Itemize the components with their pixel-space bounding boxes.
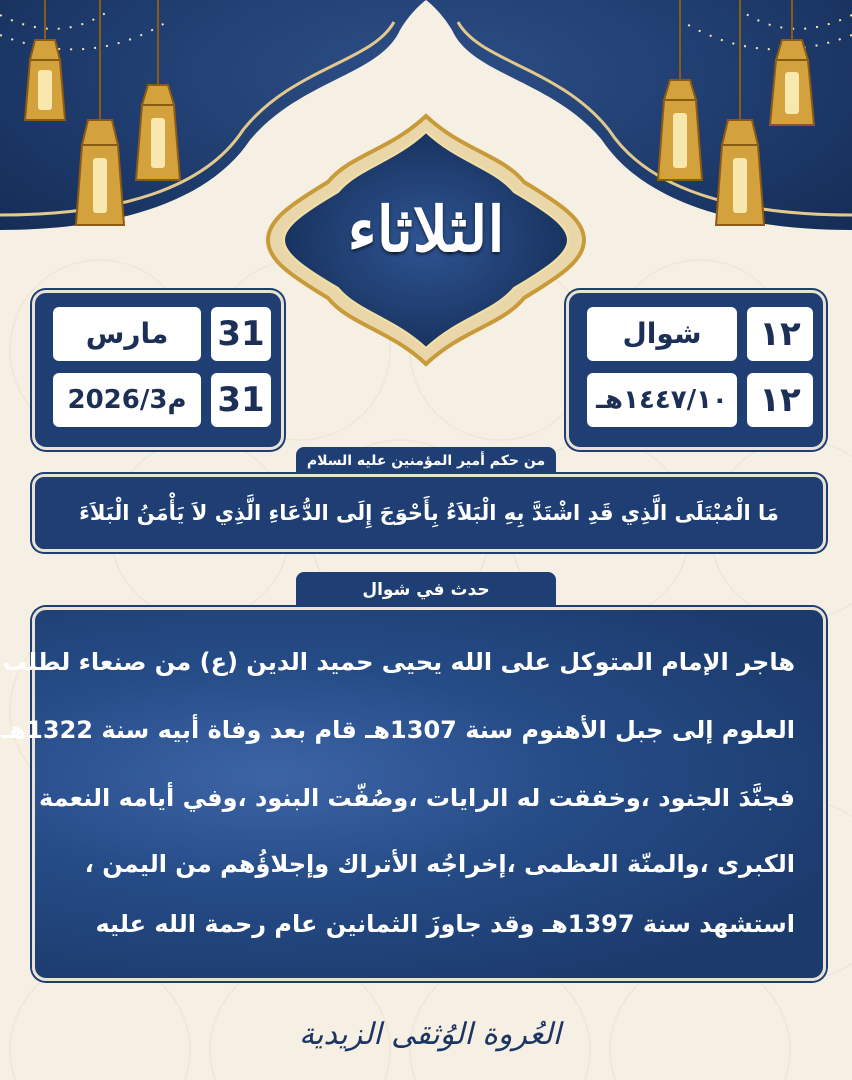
gregorian-month: مارس xyxy=(53,307,201,361)
hijri-month: شوال xyxy=(587,307,737,361)
event-label: حدث في شوال xyxy=(296,572,556,608)
event-box xyxy=(1,607,826,981)
hijri-day-number: ١٢ xyxy=(747,307,813,361)
day-title: الثلاثاء xyxy=(347,193,505,266)
quote-label: من حكم أمير المؤمنين عليه السلام xyxy=(296,447,556,475)
gregorian-day-number: 31 xyxy=(211,307,271,361)
event-line: فجنَّدَ الجنود ،وخفقت له الرايات ،وصُفّت البنود ،وفي أيامه النعمة xyxy=(39,784,795,812)
hijri-full-date: ١٤٤٧/١٠هـ xyxy=(587,373,737,427)
footer-logo: العُروة الوُثقى الزيدية xyxy=(299,1017,561,1052)
quote-text: مَا الْمُبْتَلَى الَّذِي قَدِ اشْتَدَّ بِهِ الْبَلاَءُ بِأَحْوَجَ إِلَى الدُّعَاءِ الَّذِي لاَ يَأْمَنُ الْبَلاَءَ xyxy=(79,501,779,525)
quote-box xyxy=(32,474,826,552)
gregorian-date-day: 31 xyxy=(211,373,271,427)
event-line: هاجر الإمام المتوكل على الله يحيى حميد الدين (ع) من صنعاء لطلب xyxy=(2,648,795,676)
hijri-date-day: ١٢ xyxy=(747,373,813,427)
event-line: الكبرى ،والمنّة العظمى ،إخراجُه الأتراك وإجلاؤُهم من اليمن ، xyxy=(84,850,795,878)
gregorian-full-date: 2026/3م xyxy=(53,373,201,427)
event-line: استشهد سنة 1397هـ وقد جاوزَ الثمانين عام رحمة الله عليه xyxy=(95,910,795,938)
event-line: العلوم إلى جبل الأهنوم سنة 1307هـ قام بعد وفاة أبيه سنة 1322هـ xyxy=(1,716,795,744)
gregorian-date-box xyxy=(32,290,284,450)
hijri-date-box xyxy=(566,290,826,450)
